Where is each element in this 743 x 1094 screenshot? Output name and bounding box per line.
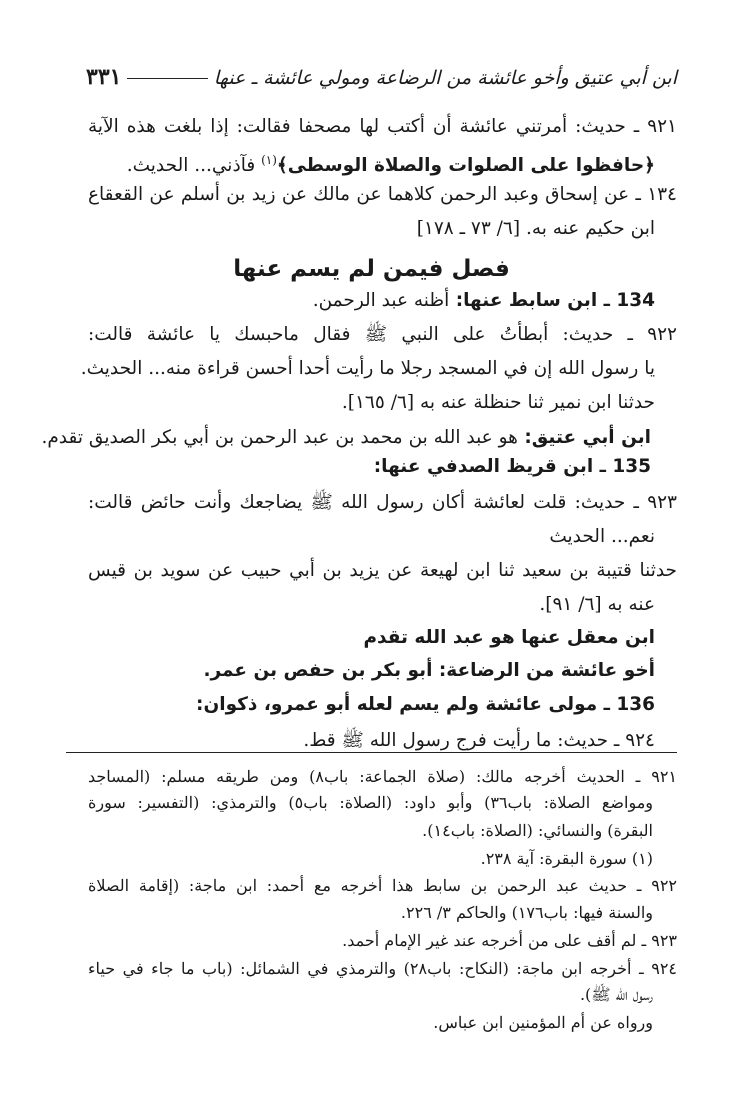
chain-134-line: ١٣٤ ـ عن إسحاق وعبد الرحمن كلاهما عن مالك عن زيد بن أسلم عن القعقاع: [88, 184, 677, 205]
header-rule: [127, 78, 207, 79]
section-heading: فصل فيمن لم يسم عنها: [233, 256, 510, 282]
ibn-maqil-entry: ابن معقل عنها هو عبد الله تقدم: [363, 627, 655, 648]
quran-quote-line: [88, 145, 655, 181]
hadith-922-line: ٩٢٢ ـ حديث: أبطأتُ على النبي ﷺ فقال ماحبسك يا عائشة قالت:: [88, 324, 677, 345]
hadith-922-chain: حدثنا ابن نمير ثنا حنظلة عنه به [٦/ ١٦٥].: [341, 392, 655, 413]
page-number: ٣٣١: [86, 64, 122, 90]
hadith-923-chain: حدثنا قتيبة بن سعيد ثنا ابن لهيعة عن يزيد بن أبي حبيب عن سويد بن قيس: [88, 560, 677, 581]
hadith-923-line: ٩٢٣ ـ حديث: قلت لعائشة أكان رسول الله ﷺ يضاجعك وأنت حائض قالت:: [88, 492, 677, 513]
ibn-abi-atiq-label: ابن أبي عتيق:: [517, 427, 651, 448]
footnote-923: ٩٢٣ ـ لم أقف على من أخرجه عند غير الإمام أحمد.: [342, 931, 677, 950]
entry-134-label: 134 ـ ابن سابط عنها:: [449, 290, 655, 311]
hadith-923-cont: نعم... الحديث: [549, 526, 655, 547]
footnote-921: ٩٢١ ـ الحديث أخرجه مالك: (صلاة الجماعة: باب٨) ومن طريقه مسلم: (المساجد: [88, 767, 678, 786]
quran-quote: ﴿حافظوا على الصلوات والصلاة الوسطى﴾: [276, 155, 655, 177]
footnote-921-cont2: البقرة) والنسائي: (الصلاة: باب١٤).: [422, 821, 653, 840]
entry-135: 135 ـ ابن قريظ الصدفي عنها:: [373, 456, 651, 477]
hadith-921-line: ٩٢١ ـ حديث: أمرتني عائشة أن أكتب لها مصحفا فقالت: إذا بلغت هذه الآية: [88, 116, 677, 137]
ibn-abi-atiq-text: هو عبد الله بن محمد بن عبد الرحمن بن أبي بكر الصديق تقدم.: [41, 427, 518, 448]
quote-continuation: فآذني... الحديث.: [126, 155, 262, 177]
entry-134: [88, 286, 655, 316]
footnote-922: ٩٢٢ ـ حديث عبد الرحمن بن سابط هذا أخرجه مع أحمد: ابن ماجة: (إقامة الصلاة: [88, 876, 677, 895]
footnote-1: (١) سورة البقرة: آية ٢٣٨.: [480, 849, 653, 868]
entry-136: 136 ـ مولى عائشة ولم يسم لعله أبو عمرو، ذكوان:: [196, 694, 655, 715]
footnote-924: ٩٢٤ ـ أخرجه ابن ماجة: (النكاح: باب٢٨) والترمذي في الشمائل: (باب ما جاء في حياء: [88, 959, 677, 978]
page-header: [86, 64, 677, 90]
entry-134-text: أظنه عبد الرحمن.: [312, 290, 450, 311]
hadith-922-cont: يا رسول الله إن في المسجد رجلا ما رأيت أحدا أحسن قراءة منه... الحديث.: [80, 358, 655, 379]
footnote-divider: [66, 752, 677, 753]
running-title: ابن أبي عتيق وأخو عائشة من الرضاعة ومولي عائشة ـ عنها: [213, 67, 677, 89]
footnote-922-cont: والسنة فيها: باب١٧٦) والحاكم ٣/ ٢٢٦.: [400, 903, 653, 922]
ibn-abi-atiq-entry: [41, 423, 651, 453]
hadith-924-line: ٩٢٤ ـ حديث: ما رأيت فرج رسول الله ﷺ قط.: [303, 730, 655, 751]
footnote-marker: (١): [261, 153, 277, 167]
footnote-924-cont2: ورواه عن أم المؤمنين ابن عباس.: [433, 1013, 653, 1032]
hadith-923-ref: عنه به [٦/ ٩١].: [539, 594, 655, 615]
footnote-924-cont: رسول الله ﷺ).: [579, 985, 653, 1004]
footnote-921-cont: ومواضع الصلاة: باب٣٦) وأبو داود: (الصلاة: باب٥) والترمذي: (التفسير: سورة: [88, 793, 654, 812]
brother-aisha-entry: أخو عائشة من الرضاعة: أبو بكر بن حفص بن عمر.: [203, 660, 655, 681]
chain-134-ref: ابن حكيم عنه به. [٦/ ٧٣ ـ ١٧٨]: [416, 218, 655, 239]
